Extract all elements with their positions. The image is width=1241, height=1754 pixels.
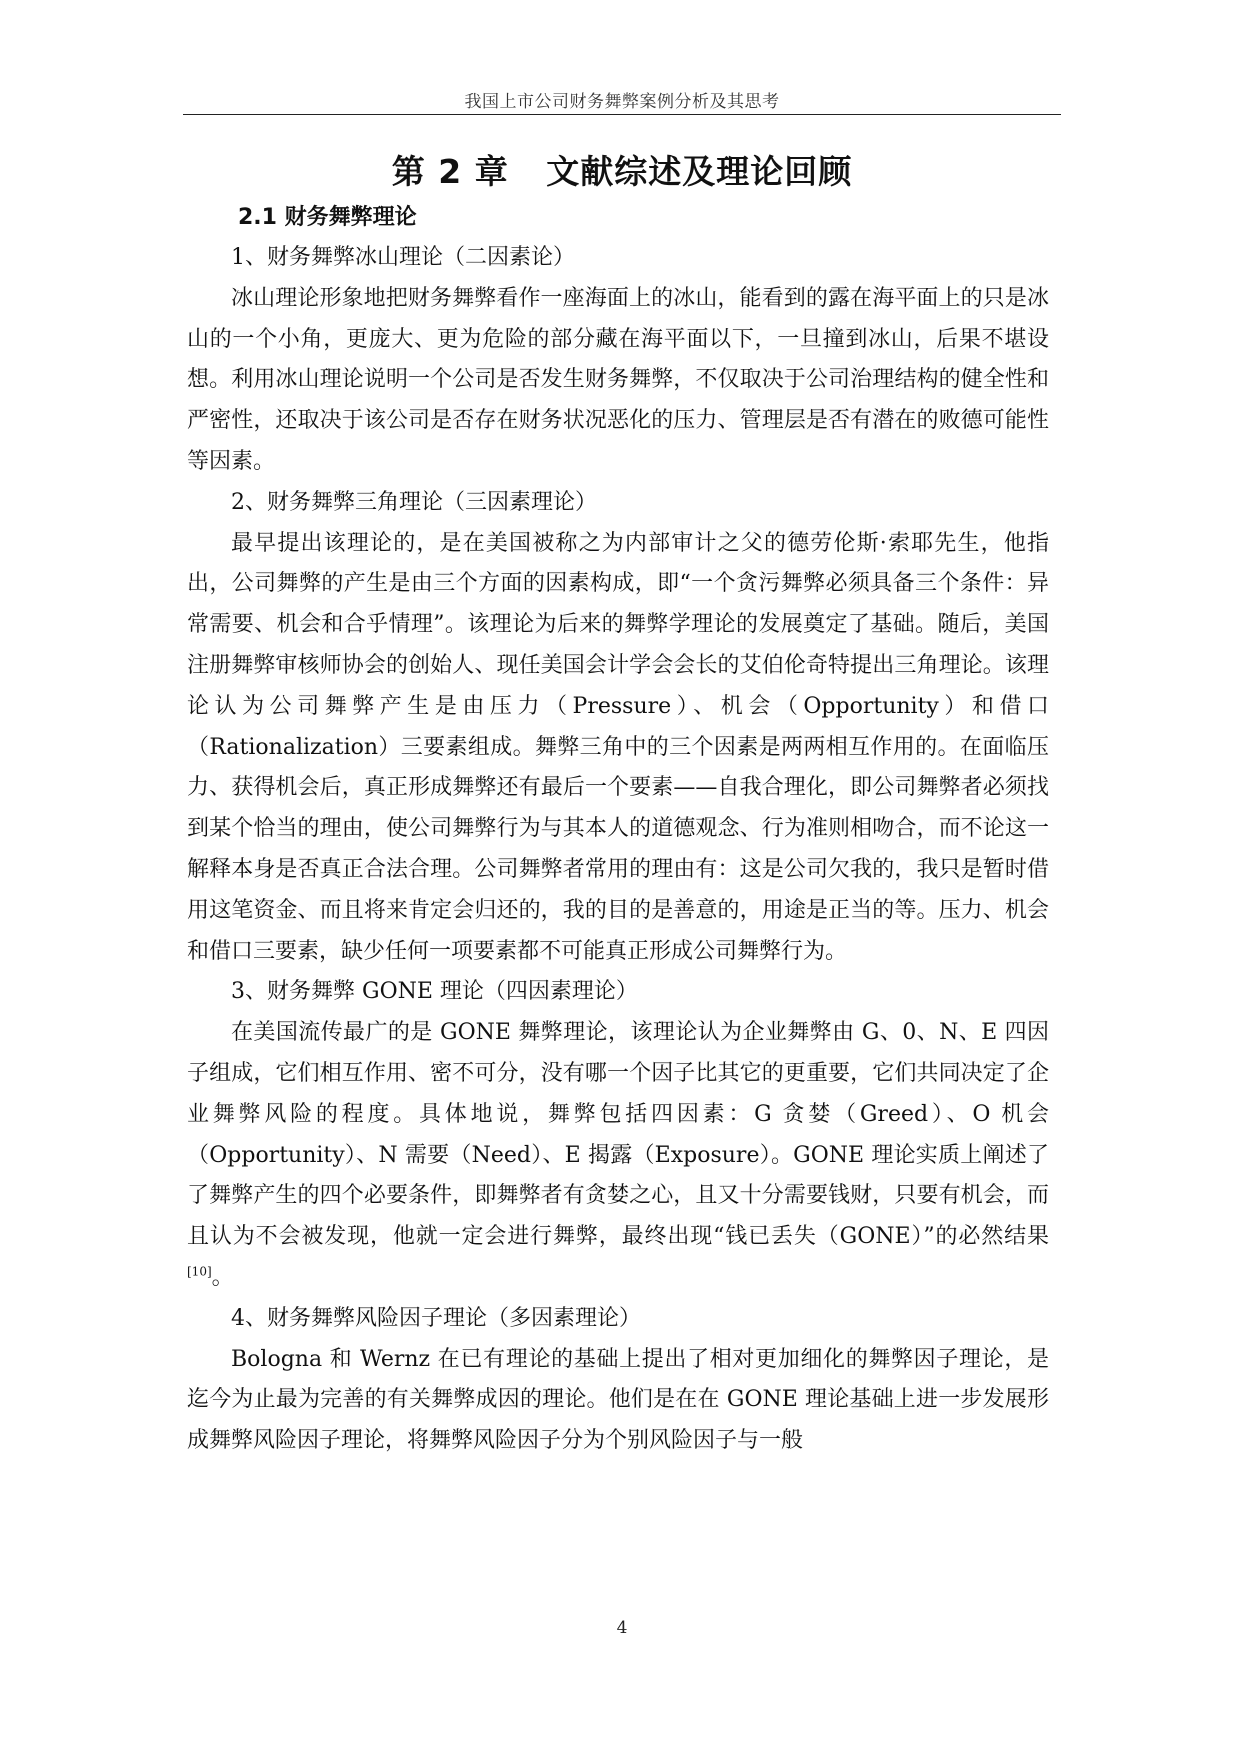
theory-1-subheading: 1、财务舞弊冰山理论（二因素论） [231,245,575,270]
citation-reference[interactable]: [10] [187,1264,212,1279]
running-header: 我国上市公司财务舞弊案例分析及其思考 [464,92,780,112]
theory-1-paragraph: 冰山理论形象地把财务舞弊看作一座海面上的冰山，能看到的露在海平面上的只是冰山的一个小角，更庞大、更为危险的部分藏在海平面以下，一旦撞到冰山，后果不堪设想。利用冰山理论说明一个公司是否发生财务舞弊，不仅取决于公司治理结构的健全性和严密性，还取决于该公司是否存在财务状况恶化的压力、管理层是否有潜在的败德可能性等因素。 [187,285,1049,474]
theory-2-paragraph: 最早提出该理论的，是在美国被称之为内部审计之父的德劳伦斯·索耶先生，他指出，公司舞弊的产生是由三个方面的因素构成，即“一个贪污舞弊必须具备三个条件：异常需要、机会和合乎情理”。该理论为后来的舞弊学理论的发展奠定了基础。随后，美国注册舞弊审核师协会的创始人、现任美国会计学会会长的艾伯伦奇特提出三角理论。该理论认为公司舞弊产生是由压力（Pressure）、机会（Opportunity）和借口（Rationalization）三要素组成。舞弊三角中的三个因素是两两相互作用的。在面临压力、获得机会后，真正形成舞弊还有最后一个要素——自我合理化，即公司舞弊者必须找到某个恰当的理由，使公司舞弊行为与其本人的道德观念、行为准则相吻合，而不论这一解释本身是否真正合法合理。公司舞弊者常用的理由有：这是公司欠我的，我只是暂时借用这笔资金、而且将来肯定会归还的，我的目的是善意的，用途是正当的等。压力、机会和借口三要素，缺少任何一项要素都不可能真正形成公司舞弊行为。 [187,530,1049,964]
header-divider [183,114,1061,115]
section-heading: 2.1 财务舞弊理论 [238,205,417,230]
theory-3-paragraph-text: 在美国流传最广的是 GONE 舞弊理论，该理论认为企业舞弊由 G、0、N、E 四因子组成，它们相互作用、密不可分，没有哪一个因子比其它的更重要，它们共同决定了企业舞弊风险的程度。具体地说，舞弊包括四因素：G 贪婪（Greed）、O 机会（Opportunity）、N 需要（Need）、E 揭露（Exposure）。GONE 理论实质上阐述了了舞弊产生的四个必要条件，即舞弊者有贪婪之心，且又十分需要钱财，只要有机会，而且认为不会被发现，他就一定会进行舞弊，最终出现“钱已丢失（GONE）”的必然结果 [187,1020,1049,1250]
chapter-title: 第 2 章 文献综述及理论回顾 [391,152,853,191]
theory-4-subheading: 4、财务舞弊风险因子理论（多因素理论） [231,1305,641,1331]
page-number: 4 [616,1618,628,1638]
theory-4-paragraph: Bologna 和 Wernz 在已有理论的基础上提出了相对更加细化的舞弊因子理论，是迄今为止最为完善的有关舞弊成因的理论。他们是在在 GONE 理论基础上进一步发展形成舞弊风险因子理论，将舞弊风险因子分为个别风险因子与一般 [187,1346,1049,1454]
body-text [187,238,1049,1462]
theory-3-paragraph-end: 。 [211,1264,234,1290]
theory-3-subheading: 3、财务舞弊 GONE 理论（四因素理论） [231,979,638,1005]
theory-3-paragraph [187,1013,1049,1299]
theory-2-subheading: 2、财务舞弊三角理论（三因素理论） [231,489,597,515]
